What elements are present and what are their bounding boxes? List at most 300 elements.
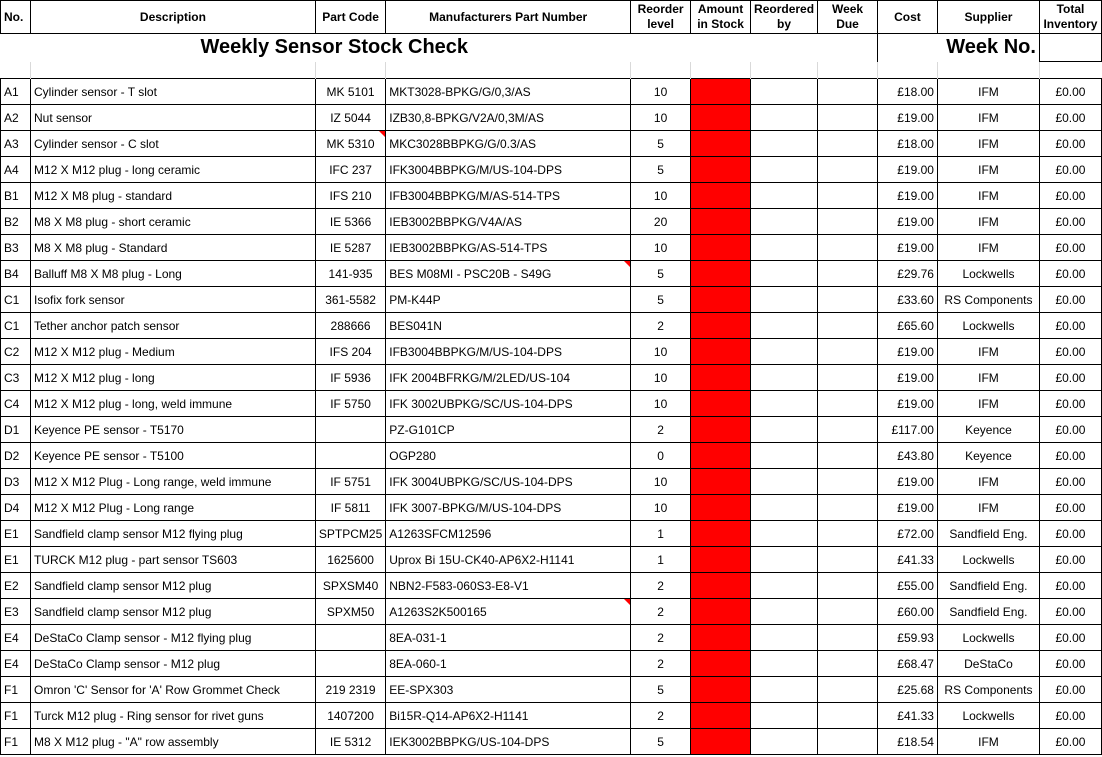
cell-description[interactable]: Nut sensor [30, 105, 315, 131]
cell-amount-in-stock[interactable] [691, 469, 751, 495]
cell-cost[interactable]: £59.93 [878, 625, 938, 651]
cell-mpn[interactable]: IZB30,8-BPKG/V2A/0,3M/AS [386, 105, 631, 131]
cell-mpn[interactable]: BES041N [386, 313, 631, 339]
cell-amount-in-stock[interactable] [691, 443, 751, 469]
cell-week-due[interactable] [818, 209, 878, 235]
cell-supplier[interactable]: IFM [937, 365, 1039, 391]
cell-reorder-level[interactable]: 1 [631, 521, 691, 547]
table-row [1, 105, 1102, 131]
cell-reorder-level[interactable]: 2 [631, 625, 691, 651]
cell-reordered-by[interactable] [751, 183, 818, 209]
cell-part-code[interactable] [315, 443, 385, 469]
cell-mpn[interactable]: PZ-G101CP [386, 417, 631, 443]
table-row [1, 183, 1102, 209]
cell-no[interactable]: C2 [1, 339, 31, 365]
cell-no[interactable]: F1 [1, 703, 31, 729]
cell-description[interactable]: M8 X M12 plug - "A" row assembly [30, 729, 315, 755]
cell-cost[interactable]: £19.00 [878, 157, 938, 183]
cell-week-due[interactable] [818, 677, 878, 703]
cell-reordered-by[interactable] [751, 157, 818, 183]
cell-description[interactable]: Cylinder sensor - T slot [30, 79, 315, 105]
week-label: Week No. [878, 34, 1040, 62]
cell-amount-in-stock[interactable] [691, 261, 751, 287]
cell-part-code[interactable] [315, 625, 385, 651]
cell-no[interactable]: A2 [1, 105, 31, 131]
cell-total-inventory[interactable]: £0.00 [1039, 79, 1101, 105]
cell-reorder-level[interactable]: 5 [631, 131, 691, 157]
cell-no[interactable]: F1 [1, 729, 31, 755]
cell-supplier[interactable]: Keyence [937, 443, 1039, 469]
cell-cost[interactable]: £19.00 [878, 339, 938, 365]
cell-supplier[interactable]: IFM [937, 235, 1039, 261]
cell-part-code[interactable]: SPTPCM25 [315, 521, 385, 547]
cell-total-inventory[interactable]: £0.00 [1039, 625, 1101, 651]
cell-description[interactable]: M12 X M12 plug - long [30, 365, 315, 391]
cell-supplier[interactable]: Lockwells [937, 547, 1039, 573]
cell-amount-in-stock[interactable] [691, 703, 751, 729]
cell-week-due[interactable] [818, 261, 878, 287]
cell-mpn[interactable]: IFK 3002UBPKG/SC/US-104-DPS [386, 391, 631, 417]
cell-reorder-level[interactable]: 10 [631, 79, 691, 105]
cell-week-due[interactable] [818, 625, 878, 651]
cell-supplier[interactable]: IFM [937, 157, 1039, 183]
cell-cost[interactable]: £18.00 [878, 79, 938, 105]
cell-amount-in-stock[interactable] [691, 313, 751, 339]
cell-description[interactable]: DeStaCo Clamp sensor - M12 flying plug [30, 625, 315, 651]
cell-no[interactable]: F1 [1, 677, 31, 703]
cell-part-code[interactable]: IZ 5044 [315, 105, 385, 131]
table-row [1, 625, 1102, 651]
cell-week-due[interactable] [818, 443, 878, 469]
cell-cost[interactable]: £33.60 [878, 287, 938, 313]
cell-reordered-by[interactable] [751, 521, 818, 547]
cell-supplier[interactable]: Lockwells [937, 703, 1039, 729]
cell-reordered-by[interactable] [751, 729, 818, 755]
week-number-cell[interactable] [1039, 34, 1101, 62]
cell-reordered-by[interactable] [751, 339, 818, 365]
cell-part-code[interactable]: IF 5751 [315, 469, 385, 495]
cell-supplier[interactable]: IFM [937, 729, 1039, 755]
cell-week-due[interactable] [818, 651, 878, 677]
cell-description[interactable]: Sandfield clamp sensor M12 plug [30, 599, 315, 625]
cell-reorder-level[interactable]: 10 [631, 339, 691, 365]
cell-no[interactable]: C1 [1, 287, 31, 313]
cell-amount-in-stock[interactable] [691, 131, 751, 157]
cell-mpn[interactable]: IEK3002BBPKG/US-104-DPS [386, 729, 631, 755]
header-mpn: Manufacturers Part Number [386, 1, 631, 34]
cell-total-inventory[interactable]: £0.00 [1039, 521, 1101, 547]
cell-no[interactable]: E1 [1, 521, 31, 547]
cell-reorder-level[interactable]: 2 [631, 313, 691, 339]
cell-week-due[interactable] [818, 417, 878, 443]
table-row [1, 157, 1102, 183]
cell-week-due[interactable] [818, 235, 878, 261]
cell-mpn[interactable]: EE-SPX303 [386, 677, 631, 703]
cell-total-inventory[interactable]: £0.00 [1039, 339, 1101, 365]
cell-total-inventory[interactable]: £0.00 [1039, 469, 1101, 495]
cell-no[interactable]: B4 [1, 261, 31, 287]
cell-week-due[interactable] [818, 287, 878, 313]
cell-part-code[interactable]: IF 5936 [315, 365, 385, 391]
cell-total-inventory[interactable]: £0.00 [1039, 729, 1101, 755]
cell-part-code[interactable]: IE 5312 [315, 729, 385, 755]
cell-description[interactable]: M8 X M8 plug - short ceramic [30, 209, 315, 235]
cell-no[interactable]: C1 [1, 313, 31, 339]
cell-mpn[interactable]: Bi15R-Q14-AP6X2-H1141 [386, 703, 631, 729]
cell-description[interactable]: DeStaCo Clamp sensor - M12 plug [30, 651, 315, 677]
cell-reordered-by[interactable] [751, 443, 818, 469]
cell-cost[interactable]: £68.47 [878, 651, 938, 677]
cell-reordered-by[interactable] [751, 131, 818, 157]
cell-reorder-level[interactable]: 10 [631, 183, 691, 209]
cell-mpn[interactable]: 8EA-060-1 [386, 651, 631, 677]
cell-part-code[interactable]: IFS 210 [315, 183, 385, 209]
cell-total-inventory[interactable]: £0.00 [1039, 417, 1101, 443]
cell-part-code[interactable]: 219 2319 [315, 677, 385, 703]
cell-amount-in-stock[interactable] [691, 209, 751, 235]
cell-part-code[interactable]: SPXSM40 [315, 573, 385, 599]
cell-total-inventory[interactable]: £0.00 [1039, 183, 1101, 209]
cell-cost[interactable]: £19.00 [878, 235, 938, 261]
cell-part-code[interactable]: IF 5750 [315, 391, 385, 417]
cell-total-inventory[interactable]: £0.00 [1039, 209, 1101, 235]
cell-amount-in-stock[interactable] [691, 573, 751, 599]
cell-description[interactable]: Keyence PE sensor - T5170 [30, 417, 315, 443]
cell-week-due[interactable] [818, 157, 878, 183]
cell-reorder-level[interactable]: 5 [631, 677, 691, 703]
cell-reorder-level[interactable]: 5 [631, 261, 691, 287]
cell-amount-in-stock[interactable] [691, 365, 751, 391]
cell-cost[interactable]: £29.76 [878, 261, 938, 287]
cell-week-due[interactable] [818, 79, 878, 105]
cell-amount-in-stock[interactable] [691, 521, 751, 547]
cell-description[interactable]: Balluff M8 X M8 plug - Long [30, 261, 315, 287]
cell-mpn[interactable]: Uprox Bi 15U-CK40-AP6X2-H1141 [386, 547, 631, 573]
cell-total-inventory[interactable]: £0.00 [1039, 261, 1101, 287]
cell-reordered-by[interactable] [751, 105, 818, 131]
cell-reordered-by[interactable] [751, 651, 818, 677]
cell-total-inventory[interactable]: £0.00 [1039, 157, 1101, 183]
cell-amount-in-stock[interactable] [691, 417, 751, 443]
cell-cost[interactable]: £19.00 [878, 495, 938, 521]
cell-description[interactable]: Sandfield clamp sensor M12 plug [30, 573, 315, 599]
cell-no[interactable]: E4 [1, 625, 31, 651]
cell-reorder-level[interactable]: 10 [631, 495, 691, 521]
cell-week-due[interactable] [818, 573, 878, 599]
cell-total-inventory[interactable]: £0.00 [1039, 105, 1101, 131]
cell-mpn[interactable]: IFK 2004BFRKG/M/2LED/US-104 [386, 365, 631, 391]
cell-part-code[interactable] [315, 651, 385, 677]
cell-total-inventory[interactable]: £0.00 [1039, 131, 1101, 157]
cell-week-due[interactable] [818, 339, 878, 365]
cell-amount-in-stock[interactable] [691, 391, 751, 417]
cell-supplier[interactable]: Sandfield Eng. [937, 573, 1039, 599]
cell-part-code[interactable]: IFC 237 [315, 157, 385, 183]
cell-mpn[interactable]: NBN2-F583-060S3-E8-V1 [386, 573, 631, 599]
cell-amount-in-stock[interactable] [691, 625, 751, 651]
cell-supplier[interactable]: Lockwells [937, 261, 1039, 287]
cell-part-code[interactable]: IE 5366 [315, 209, 385, 235]
cell-amount-in-stock[interactable] [691, 599, 751, 625]
cell-description[interactable]: M12 X M12 Plug - Long range [30, 495, 315, 521]
cell-total-inventory[interactable]: £0.00 [1039, 651, 1101, 677]
cell-week-due[interactable] [818, 365, 878, 391]
cell-description[interactable]: M12 X M12 plug - long ceramic [30, 157, 315, 183]
cell-supplier[interactable]: Keyence [937, 417, 1039, 443]
cell-description[interactable]: TURCK M12 plug - part sensor TS603 [30, 547, 315, 573]
cell-no[interactable]: D4 [1, 495, 31, 521]
cell-no[interactable]: C4 [1, 391, 31, 417]
cell-part-code[interactable]: MK 5310 [315, 131, 385, 157]
cell-week-due[interactable] [818, 105, 878, 131]
cell-part-code[interactable]: 288666 [315, 313, 385, 339]
cell-cost[interactable]: £18.00 [878, 131, 938, 157]
cell-amount-in-stock[interactable] [691, 339, 751, 365]
cell-reorder-level[interactable]: 5 [631, 729, 691, 755]
cell-description[interactable]: Cylinder sensor - C slot [30, 131, 315, 157]
cell-reordered-by[interactable] [751, 495, 818, 521]
cell-cost[interactable]: £19.00 [878, 209, 938, 235]
cell-supplier[interactable]: IFM [937, 183, 1039, 209]
cell-cost[interactable]: £60.00 [878, 599, 938, 625]
cell-no[interactable]: D3 [1, 469, 31, 495]
cell-week-due[interactable] [818, 599, 878, 625]
cell-week-due[interactable] [818, 729, 878, 755]
cell-cost[interactable]: £117.00 [878, 417, 938, 443]
cell-week-due[interactable] [818, 391, 878, 417]
cell-description[interactable]: M12 X M12 Plug - Long range, weld immune [30, 469, 315, 495]
cell-amount-in-stock[interactable] [691, 677, 751, 703]
cell-cost[interactable]: £19.00 [878, 391, 938, 417]
cell-total-inventory[interactable]: £0.00 [1039, 235, 1101, 261]
cell-amount-in-stock[interactable] [691, 183, 751, 209]
cell-cost[interactable]: £43.80 [878, 443, 938, 469]
cell-total-inventory[interactable]: £0.00 [1039, 703, 1101, 729]
cell-description[interactable]: M12 X M12 plug - long, weld immune [30, 391, 315, 417]
cell-supplier[interactable]: IFM [937, 339, 1039, 365]
cell-description[interactable]: M12 X M8 plug - standard [30, 183, 315, 209]
cell-no[interactable]: E2 [1, 573, 31, 599]
cell-reorder-level[interactable]: 10 [631, 469, 691, 495]
cell-part-code[interactable]: IF 5811 [315, 495, 385, 521]
cell-no[interactable]: D2 [1, 443, 31, 469]
cell-reordered-by[interactable] [751, 79, 818, 105]
cell-description[interactable]: Omron 'C' Sensor for 'A' Row Grommet Check [30, 677, 315, 703]
cell-supplier[interactable]: IFM [937, 209, 1039, 235]
cell-no[interactable]: A1 [1, 79, 31, 105]
cell-reorder-level[interactable]: 10 [631, 365, 691, 391]
cell-supplier[interactable]: Sandfield Eng. [937, 599, 1039, 625]
cell-reorder-level[interactable]: 10 [631, 391, 691, 417]
cell-mpn[interactable]: IFK 3004UBPKG/SC/US-104-DPS [386, 469, 631, 495]
cell-mpn[interactable]: MKT3028-BPKG/G/0,3/AS [386, 79, 631, 105]
cell-reorder-level[interactable]: 2 [631, 703, 691, 729]
cell-total-inventory[interactable]: £0.00 [1039, 365, 1101, 391]
cell-reordered-by[interactable] [751, 677, 818, 703]
cell-part-code[interactable]: 141-935 [315, 261, 385, 287]
cell-mpn[interactable]: 8EA-031-1 [386, 625, 631, 651]
cell-total-inventory[interactable]: £0.00 [1039, 287, 1101, 313]
cell-description[interactable]: Keyence PE sensor - T5100 [30, 443, 315, 469]
cell-reordered-by[interactable] [751, 235, 818, 261]
cell-no[interactable]: C3 [1, 365, 31, 391]
cell-reordered-by[interactable] [751, 573, 818, 599]
cell-supplier[interactable]: RS Components [937, 677, 1039, 703]
cell-supplier[interactable]: IFM [937, 131, 1039, 157]
cell-total-inventory[interactable]: £0.00 [1039, 677, 1101, 703]
cell-cost[interactable]: £19.00 [878, 365, 938, 391]
cell-part-code[interactable]: 1625600 [315, 547, 385, 573]
cell-reordered-by[interactable] [751, 469, 818, 495]
cell-reorder-level[interactable]: 10 [631, 105, 691, 131]
cell-mpn[interactable]: IFB3004BBPKG/M/US-104-DPS [386, 339, 631, 365]
cell-no[interactable]: E4 [1, 651, 31, 677]
cell-supplier[interactable]: IFM [937, 495, 1039, 521]
cell-amount-in-stock[interactable] [691, 495, 751, 521]
cell-week-due[interactable] [818, 313, 878, 339]
cell-cost[interactable]: £72.00 [878, 521, 938, 547]
cell-reorder-level[interactable]: 0 [631, 443, 691, 469]
cell-cost[interactable]: £25.68 [878, 677, 938, 703]
cell-reordered-by[interactable] [751, 313, 818, 339]
cell-reorder-level[interactable]: 2 [631, 651, 691, 677]
cell-mpn[interactable]: PM-K44P [386, 287, 631, 313]
cell-mpn[interactable]: BES M08MI - PSC20B - S49G [386, 261, 631, 287]
cell-reorder-level[interactable]: 20 [631, 209, 691, 235]
table-row [1, 573, 1102, 599]
cell-supplier[interactable]: DeStaCo [937, 651, 1039, 677]
cell-reorder-level[interactable]: 5 [631, 157, 691, 183]
cell-reordered-by[interactable] [751, 365, 818, 391]
cell-mpn[interactable]: MKC3028BBPKG/G/0.3/AS [386, 131, 631, 157]
cell-amount-in-stock[interactable] [691, 157, 751, 183]
cell-mpn[interactable]: IFK 3007-BPKG/M/US-104-DPS [386, 495, 631, 521]
cell-no[interactable]: E1 [1, 547, 31, 573]
cell-total-inventory[interactable]: £0.00 [1039, 547, 1101, 573]
cell-part-code[interactable]: 1407200 [315, 703, 385, 729]
cell-supplier[interactable]: RS Components [937, 287, 1039, 313]
cell-part-code[interactable]: IE 5287 [315, 235, 385, 261]
cell-reordered-by[interactable] [751, 703, 818, 729]
cell-week-due[interactable] [818, 703, 878, 729]
cell-reordered-by[interactable] [751, 209, 818, 235]
cell-mpn[interactable]: IFB3004BBPKG/M/AS-514-TPS [386, 183, 631, 209]
cell-cost[interactable]: £65.60 [878, 313, 938, 339]
cell-part-code[interactable] [315, 417, 385, 443]
cell-cost[interactable]: £19.00 [878, 183, 938, 209]
cell-cost[interactable]: £55.00 [878, 573, 938, 599]
cell-total-inventory[interactable]: £0.00 [1039, 573, 1101, 599]
cell-no[interactable]: B2 [1, 209, 31, 235]
cell-description[interactable]: Isofix fork sensor [30, 287, 315, 313]
cell-total-inventory[interactable]: £0.00 [1039, 391, 1101, 417]
cell-mpn[interactable]: IEB3002BBPKG/AS-514-TPS [386, 235, 631, 261]
cell-supplier[interactable]: IFM [937, 391, 1039, 417]
cell-part-code[interactable]: IFS 204 [315, 339, 385, 365]
cell-week-due[interactable] [818, 469, 878, 495]
cell-cost[interactable]: £41.33 [878, 703, 938, 729]
cell-week-due[interactable] [818, 183, 878, 209]
cell-reorder-level[interactable]: 5 [631, 287, 691, 313]
cell-part-code[interactable]: 361-5582 [315, 287, 385, 313]
cell-week-due[interactable] [818, 495, 878, 521]
cell-supplier[interactable]: IFM [937, 469, 1039, 495]
cell-reordered-by[interactable] [751, 599, 818, 625]
table-row [1, 703, 1102, 729]
cell-reorder-level[interactable]: 10 [631, 235, 691, 261]
cell-total-inventory[interactable]: £0.00 [1039, 443, 1101, 469]
cell-no[interactable]: B1 [1, 183, 31, 209]
cell-description[interactable]: Turck M12 plug - Ring sensor for rivet guns [30, 703, 315, 729]
cell-mpn[interactable]: A1263S2K500165 [386, 599, 631, 625]
cell-supplier[interactable]: Lockwells [937, 625, 1039, 651]
cell-supplier[interactable]: Lockwells [937, 313, 1039, 339]
cell-reordered-by[interactable] [751, 261, 818, 287]
cell-reordered-by[interactable] [751, 287, 818, 313]
cell-reordered-by[interactable] [751, 391, 818, 417]
cell-amount-in-stock[interactable] [691, 287, 751, 313]
cell-amount-in-stock[interactable] [691, 105, 751, 131]
cell-amount-in-stock[interactable] [691, 729, 751, 755]
cell-supplier[interactable]: IFM [937, 105, 1039, 131]
cell-part-code[interactable]: MK 5101 [315, 79, 385, 105]
cell-reorder-level[interactable]: 2 [631, 599, 691, 625]
cell-amount-in-stock[interactable] [691, 651, 751, 677]
cell-mpn[interactable]: IEB3002BBPKG/V4A/AS [386, 209, 631, 235]
cell-reorder-level[interactable]: 2 [631, 417, 691, 443]
cell-description[interactable]: M8 X M8 plug - Standard [30, 235, 315, 261]
cell-reordered-by[interactable] [751, 547, 818, 573]
cell-no[interactable]: E3 [1, 599, 31, 625]
cell-description[interactable]: Sandfield clamp sensor M12 flying plug [30, 521, 315, 547]
cell-mpn[interactable]: IFK3004BBPKG/M/US-104-DPS [386, 157, 631, 183]
cell-cost[interactable]: £19.00 [878, 469, 938, 495]
cell-no[interactable]: B3 [1, 235, 31, 261]
table-row [1, 469, 1102, 495]
cell-description[interactable]: Tether anchor patch sensor [30, 313, 315, 339]
cell-amount-in-stock[interactable] [691, 235, 751, 261]
cell-cost[interactable]: £19.00 [878, 105, 938, 131]
cell-week-due[interactable] [818, 547, 878, 573]
cell-no[interactable]: A3 [1, 131, 31, 157]
cell-mpn[interactable]: A1263SFCM12596 [386, 521, 631, 547]
cell-total-inventory[interactable]: £0.00 [1039, 495, 1101, 521]
table-row [1, 729, 1102, 755]
cell-week-due[interactable] [818, 521, 878, 547]
cell-cost[interactable]: £41.33 [878, 547, 938, 573]
cell-week-due[interactable] [818, 131, 878, 157]
cell-mpn[interactable]: OGP280 [386, 443, 631, 469]
cell-part-code[interactable]: SPXM50 [315, 599, 385, 625]
cell-supplier[interactable]: Sandfield Eng. [937, 521, 1039, 547]
cell-amount-in-stock[interactable] [691, 547, 751, 573]
cell-total-inventory[interactable]: £0.00 [1039, 313, 1101, 339]
table-row [1, 365, 1102, 391]
cell-total-inventory[interactable]: £0.00 [1039, 599, 1101, 625]
cell-description[interactable]: M12 X M12 plug - Medium [30, 339, 315, 365]
cell-no[interactable]: A4 [1, 157, 31, 183]
cell-cost[interactable]: £18.54 [878, 729, 938, 755]
cell-no[interactable]: D1 [1, 417, 31, 443]
cell-supplier[interactable]: IFM [937, 79, 1039, 105]
cell-reorder-level[interactable]: 2 [631, 573, 691, 599]
cell-amount-in-stock[interactable] [691, 79, 751, 105]
cell-reordered-by[interactable] [751, 417, 818, 443]
header-description: Description [30, 1, 315, 34]
cell-reorder-level[interactable]: 1 [631, 547, 691, 573]
table-row [1, 261, 1102, 287]
cell-reordered-by[interactable] [751, 625, 818, 651]
